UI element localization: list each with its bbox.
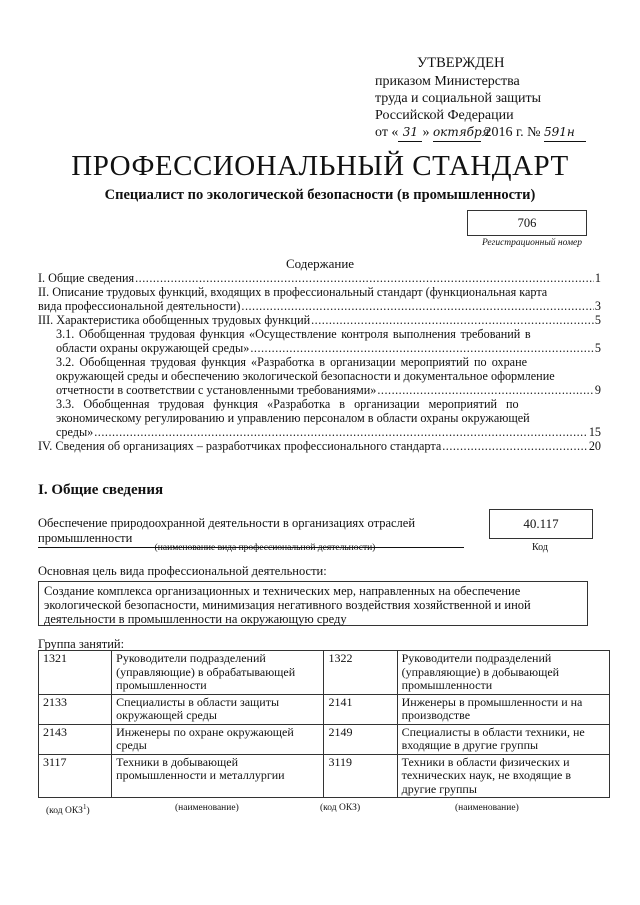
approval-block — [375, 55, 615, 142]
approval-date-line — [375, 124, 615, 142]
table-row — [39, 694, 610, 724]
goal-text: Создание комплекса организационных и технических мер, направленных на обеспечение экологической безопасности, минимизация негативного воздействия хозяйственной и иной деятельности в промышленности на окружающую среду — [38, 581, 588, 626]
okz-code: 2141 — [324, 694, 397, 724]
footer-code-label-1: (код ОКЗ$^1$) — [46, 803, 90, 817]
table-row — [39, 724, 610, 754]
approval-title: УТВЕРЖДЕН — [417, 55, 505, 71]
toc-item-page: 3 — [594, 299, 601, 313]
date-day: 31 — [398, 124, 422, 142]
date-year: 2016 г. № — [484, 125, 541, 140]
toc-item-text: области охраны окружающей среды» — [56, 341, 250, 355]
date-mid: » — [422, 125, 430, 140]
page-subtitle: Специалист по экологической безопасности (в промышленности) — [104, 187, 536, 203]
occupation-name: Специалисты в области техники, не входящие в другие группы — [397, 724, 609, 754]
toc-item[interactable] — [38, 313, 601, 327]
table-row — [39, 754, 610, 798]
toc-item[interactable] — [56, 397, 601, 439]
toc-item-page: 9 — [594, 383, 601, 397]
toc-item-page: 5 — [594, 341, 601, 355]
toc-item[interactable] — [56, 327, 601, 355]
activity-code: 40.117 — [489, 509, 593, 539]
goal-label: Основная цель вида профессиональной деятельности: — [38, 564, 327, 578]
occupation-name: Техники в добывающей промышленности и металлургии — [112, 754, 324, 798]
activity-caption: (наименование вида профессиональной деятельности) — [154, 543, 376, 553]
date-prefix: от « — [375, 125, 399, 140]
footer-name-label-2: (наименование) — [455, 803, 519, 813]
okz-code: 2143 — [39, 724, 112, 754]
okz-code: 2133 — [39, 694, 112, 724]
toc-item-text: вида профессиональной деятельности) — [38, 299, 241, 313]
toc-item-page: 1 — [594, 271, 601, 285]
toc-item-text: окружающей среды и обеспечению экологической безопасности и документальное оформление — [56, 369, 555, 383]
toc-item[interactable] — [56, 355, 601, 397]
approval-line-3: Российской Федерации — [375, 108, 514, 123]
page-title: ПРОФЕССИОНАЛЬНЫЙ СТАНДАРТ — [71, 150, 569, 182]
toc-item-text: IV. Сведения об организациях – разработчиках профессионального стандарта — [38, 439, 442, 453]
occupation-name: Техники в области физических и технических наук, не входящие в другие группы — [397, 754, 609, 798]
activity-name: Обеспечение природоохранной деятельности в организациях отраслей промышленности — [38, 516, 464, 548]
okz-code: 2149 — [324, 724, 397, 754]
okz-code: 1321 — [39, 651, 112, 695]
date-month: октября — [433, 124, 481, 142]
occupation-name: Специалисты в области защиты окружающей среды — [112, 694, 324, 724]
toc-item[interactable] — [38, 439, 601, 453]
occupation-name: Инженеры по охране окружающей среды — [112, 724, 324, 754]
toc-item-text: 3.3. Обобщенная трудовая функция «Разработка в организации мероприятий по — [56, 397, 519, 411]
code-caption: Код — [532, 542, 548, 553]
toc-item-text: экономическому регулированию и управлению персоналом в области охраны окружающей — [56, 411, 530, 425]
toc-item-page: 15 — [588, 425, 601, 439]
toc-item-text: 3.2. Обобщенная трудовая функция «Разработка в организации мероприятий по охране — [56, 355, 528, 369]
okz-code: 3119 — [324, 754, 397, 798]
toc-item-text: II. Описание трудовых функций, входящих в профессиональный стандарт (функциональная карта — [38, 285, 548, 299]
toc-item-text: III. Характеристика обобщенных трудовых функций — [38, 313, 311, 327]
section-heading: I. Общие сведения — [38, 482, 164, 498]
footer-name-label-1: (наименование) — [175, 803, 239, 813]
registration-label: Регистрационный номер — [481, 238, 583, 248]
occupation-name: Руководители подразделений (управляющие) в обрабатывающей промышленности — [112, 651, 324, 695]
registration-number: 706 — [467, 210, 587, 236]
toc-item-page: 5 — [594, 313, 601, 327]
toc-item-text: отчетности в соответствии с установленными требованиями» — [56, 383, 377, 397]
toc-item-text: среды» — [56, 425, 94, 439]
occupation-name: Инженеры в промышленности и на производстве — [397, 694, 609, 724]
toc-title: Содержание — [285, 256, 355, 271]
toc-item[interactable] — [38, 285, 601, 313]
toc-item-text: 3.1. Обобщенная трудовая функция «Осуществление контроля выполнения требований в — [56, 327, 531, 341]
table-row — [39, 651, 610, 695]
okz-code: 3117 — [39, 754, 112, 798]
footer-code-label-2: (код ОКЗ) — [320, 803, 361, 813]
toc-item[interactable] — [38, 271, 601, 285]
occupation-table — [38, 650, 610, 798]
occupation-name: Руководители подразделений (управляющие) в добывающей промышленности — [397, 651, 609, 695]
order-number: 591н — [544, 124, 586, 142]
table-of-contents — [38, 271, 601, 453]
okz-code: 1322 — [324, 651, 397, 695]
approval-line-1: приказом Министерства — [375, 74, 520, 89]
toc-item-text: I. Общие сведения — [38, 271, 135, 285]
toc-item-page: 20 — [588, 439, 601, 453]
occupation-group-label: Группа занятий: — [38, 637, 125, 651]
approval-line-2: труда и социальной защиты — [375, 91, 541, 106]
